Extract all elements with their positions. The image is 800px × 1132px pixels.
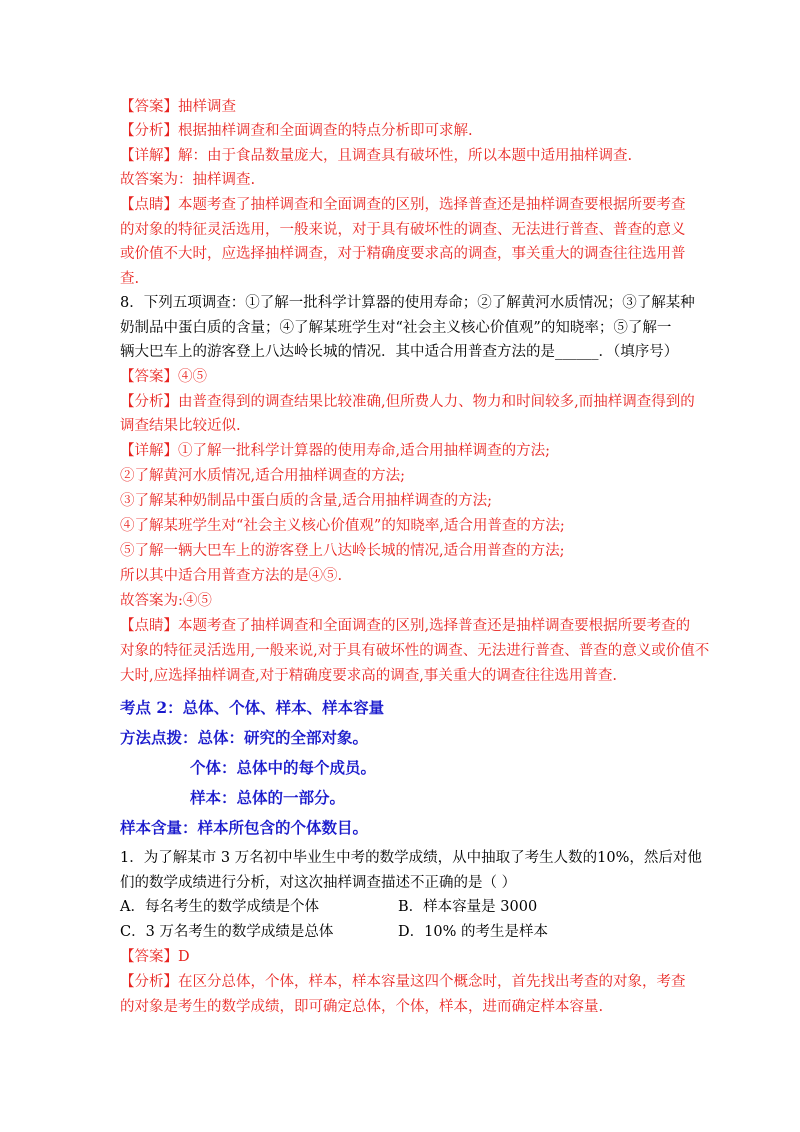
comment-line: 大时,应选择抽样调查,对于精确度要求高的调查,事关重大的调查往往选用普查. bbox=[120, 668, 617, 684]
detail-line: 【详解】解：由于食品数量庞大，且调查具有破坏性，所以本题中适用抽样调查. bbox=[120, 148, 633, 164]
analysis-line: 【分析】在区分总体，个体，样本，样本容量这四个概念时，首先找出考查的对象，考查 bbox=[120, 974, 686, 990]
detail-line: ③了解某种奶制品中蛋白质的含量,适合用抽样调查的方法; bbox=[120, 493, 492, 509]
section-heading: 考点 2：总体、个体、样本、样本容量 bbox=[120, 698, 385, 717]
detail-line: 所以其中适合用普查方法的是④⑤. bbox=[120, 568, 343, 584]
comment-line: 查. bbox=[120, 271, 140, 287]
conclusion-line: 故答案为：抽样调查. bbox=[120, 172, 256, 188]
detail-line: 【详解】①了解一批科学计算器的使用寿命,适合用抽样调查的方法; bbox=[120, 443, 550, 459]
option-c: C．3 万名考生的数学成绩是总体 bbox=[120, 924, 334, 940]
question-1-line: 1．为了解某市 3 万名初中毕业生中考的数学成绩，从中抽取了考生人数的10%，然后对他 bbox=[120, 850, 702, 866]
comment-line: 对象的特征灵活选用,一般来说,对于具有破坏性的调查、无法进行普查、普查的意义或价值不 bbox=[120, 643, 710, 659]
answer-line: 【答案】D bbox=[120, 949, 190, 965]
detail-line: ②了解黄河水质情况,适合用抽样调查的方法; bbox=[120, 468, 405, 484]
analysis-line: 【分析】由普查得到的调查结果比较准确,但所费人力、物力和时间较多,而抽样调查得到的 bbox=[120, 394, 695, 410]
question-8-line: 奶制品中蛋白质的含量；④了解某班学生对“社会主义核心价值观”的知晓率；⑤了解一 bbox=[120, 320, 672, 336]
comment-line: 的对象的特征灵活选用，一般来说，对于具有破坏性的调查、无法进行普查、普查的意义 bbox=[120, 222, 686, 238]
analysis-line: 调查结果比较近似. bbox=[120, 418, 241, 434]
sample-size-definition: 样本含量：样本所包含的个体数目。 bbox=[120, 818, 369, 837]
question-1-line: 们的数学成绩进行分析，对这次抽样调查描述不正确的是（ ） bbox=[120, 875, 517, 891]
detail-line: ④了解某班学生对“社会主义核心价值观”的知晓率,适合用普查的方法; bbox=[120, 518, 565, 534]
option-d: D．10% 的考生是样本 bbox=[398, 924, 548, 940]
comment-line: 或价值不大时，应选择抽样调查，对于精确度要求高的调查，事关重大的调查往往选用普 bbox=[120, 246, 686, 262]
analysis-line: 【分析】根据抽样调查和全面调查的特点分析即可求解. bbox=[120, 123, 473, 139]
option-b: B．样本容量是 3000 bbox=[398, 899, 538, 915]
comment-line: 【点睛】本题考查了抽样调查和全面调查的区别，选择普查还是抽样调查要根据所要考查 bbox=[120, 197, 686, 213]
method-tip-individual: 个体：总体中的每个成员。 bbox=[190, 758, 377, 777]
detail-line: ⑤了解一辆大巴车上的游客登上八达岭长城的情况,适合用普查的方法; bbox=[120, 543, 565, 559]
answer-line: 【答案】抽样调查 bbox=[120, 99, 236, 115]
comment-line: 【点睛】本题考查了抽样调查和全面调查的区别,选择普查还是抽样调查要根据所要考查的 bbox=[120, 618, 691, 634]
answer-line: 【答案】④⑤ bbox=[120, 369, 207, 385]
option-a: A．每名考生的数学成绩是个体 bbox=[120, 899, 319, 915]
analysis-line: 的对象是考生的数学成绩，即可确定总体，个体，样本，进而确定样本容量. bbox=[120, 999, 604, 1015]
question-8-line: 8．下列五项调查：①了解一批科学计算器的使用寿命；②了解黄河水质情况；③了解某种 bbox=[120, 295, 695, 311]
conclusion-line: 故答案为:④⑤ bbox=[120, 593, 212, 609]
question-8-line: 辆大巴车上的游客登上八达岭长城的情况．其中适合用普查方法的是______．（填序号） bbox=[120, 344, 679, 360]
method-tip-population: 方法点拨：总体：研究的全部对象。 bbox=[120, 728, 369, 747]
method-tip-sample: 样本：总体的一部分。 bbox=[190, 788, 346, 807]
